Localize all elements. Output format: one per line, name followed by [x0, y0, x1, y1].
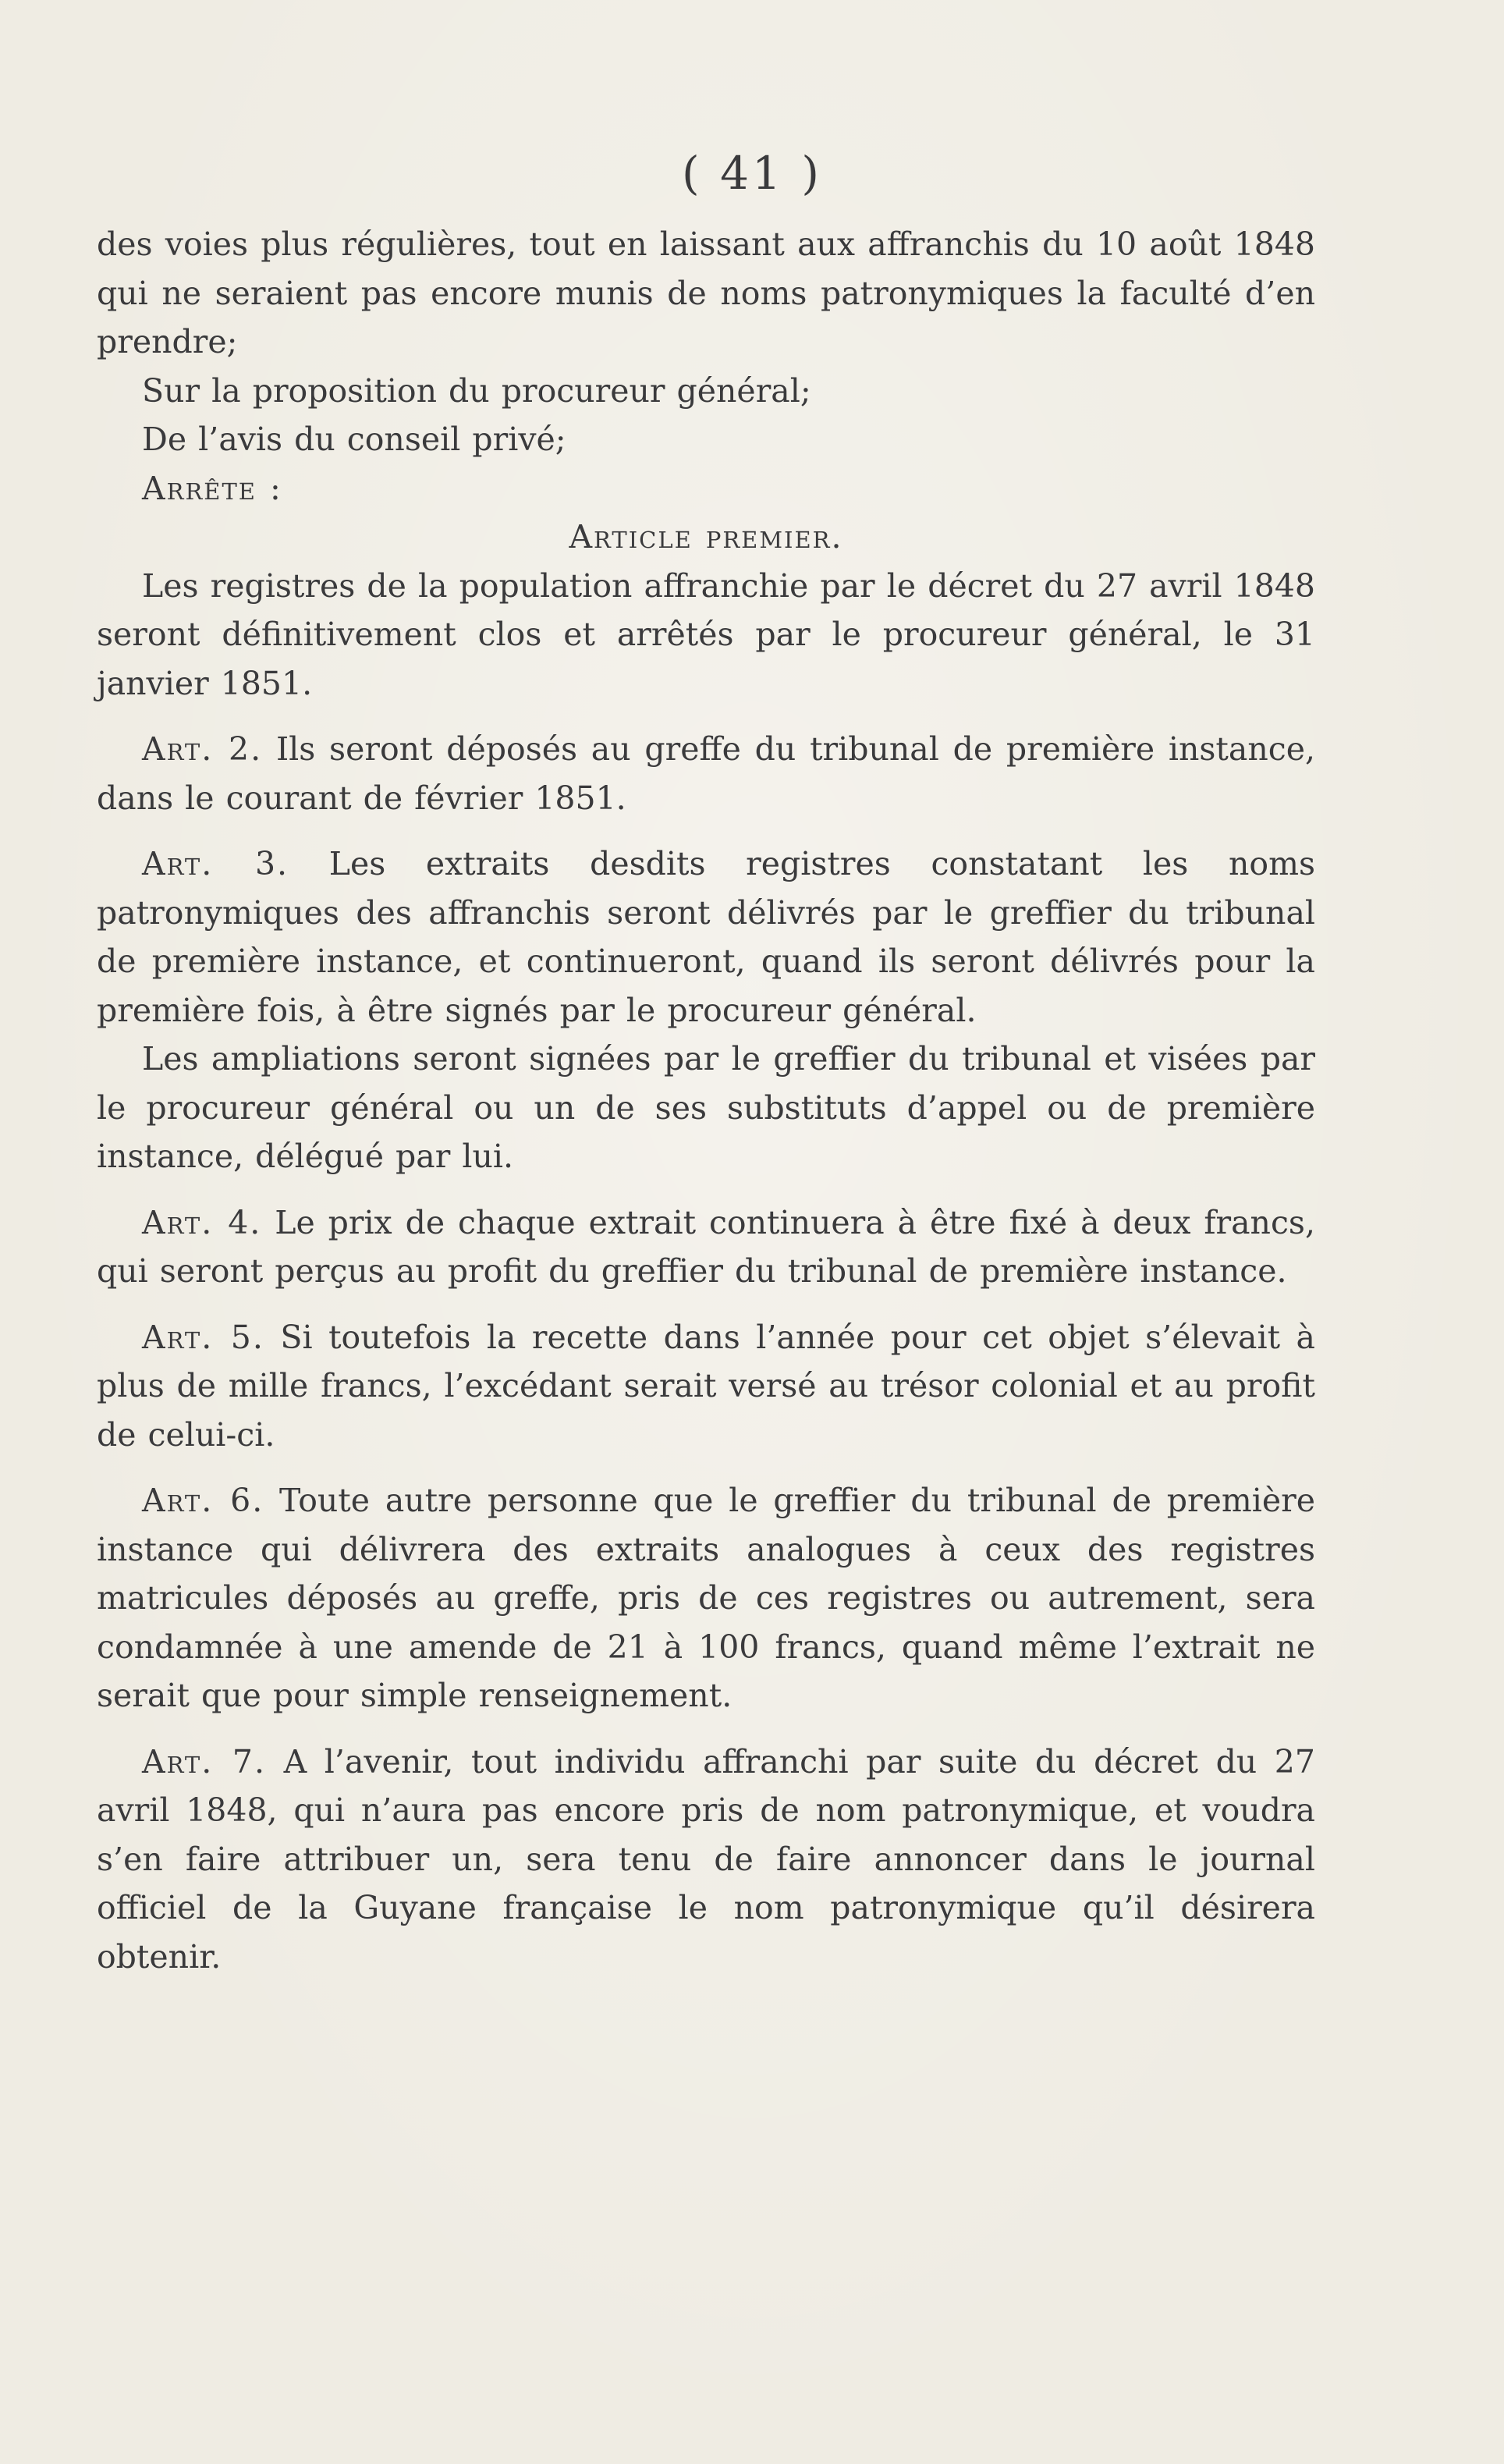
article-4-text: Le prix de chaque extrait continuera à être fixé à deux francs, qui seront perçus au profit du greffier du tribunal de première instance. — [97, 1203, 1315, 1290]
article-2-label: Art. 2. — [142, 730, 263, 768]
article-1-text: Les registres de la population affranchie par le décret du 27 avril 1848 seront définitivement clos et arrêtés par le procureur général, le 31 janvier 1851. — [97, 566, 1315, 702]
paragraph-ampliations: Les ampliations seront signées par le greffier du tribunal et visées par le procureur général ou un de ses substituts d’appel ou de première instance, délégué par lui. — [97, 1040, 1315, 1175]
article-2 — [97, 725, 1315, 822]
paragraph-continuation: des voies plus régulières, tout en laissant aux affranchis du 10 août 1848 qui ne seraient pas encore munis de noms patronymiques la faculté d’en prendre; — [97, 225, 1315, 360]
article-4-label: Art. 4. — [142, 1203, 262, 1241]
article-4 — [97, 1198, 1315, 1296]
article-5-text: Si toutefois la recette dans l’année pour cet objet s’élevait à plus de mille francs, l’excédant serait versé au trésor colonial et au profit de celui-ci. — [97, 1318, 1315, 1454]
article-3-text: Les extraits desdits registres constatant les noms patronymiques des affranchis seront délivrés par le greffier du tribunal de première instance, et continueront, quand ils seront délivrés pour la première fois, à être signés par le procureur général. — [97, 845, 1315, 1029]
article-7-label: Art. 7. — [142, 1742, 267, 1781]
page-number: ( 41 ) — [682, 147, 822, 200]
paragraph-avis: De l’avis du conseil privé; — [142, 421, 566, 458]
paragraph-proposition: Sur la proposition du procureur général; — [142, 371, 811, 410]
article-3 — [97, 840, 1315, 1035]
arrete-heading: Arrête : — [142, 469, 282, 507]
article-6 — [97, 1476, 1315, 1720]
article-7 — [97, 1738, 1315, 1982]
article-6-text: Toute autre personne que le greffier du tribunal de première instance qui délivrera des extraits analogues à ceux des registres matricules déposés au greffe, pris de ces registres ou autrement, sera condamnée à une amende de 21 à 100 francs, quand même l’extrait ne serait que pour simple renseignement. — [97, 1482, 1316, 1714]
article-6-label: Art. 6. — [142, 1482, 264, 1519]
body-text — [97, 220, 1315, 1981]
article-3-label: Art. 3. — [142, 845, 289, 882]
article-7-text: A l’avenir, tout individu affranchi par suite du décret du 27 avril 1848, qui n’aura pas encore pris de nom patronymique, et voudra s’en faire attribuer un, sera tenu de faire annoncer dans le journal officiel de la Guyane française le nom patronymique qu’il désirera obtenir. — [97, 1742, 1315, 1976]
article-5 — [97, 1313, 1315, 1460]
article-5-label: Art. 5. — [142, 1318, 264, 1356]
article-2-text: Ils seront déposés au greffe du tribunal de première instance, dans le courant de février 1851. — [97, 730, 1315, 817]
article-premier-heading: Article premier. — [569, 518, 843, 556]
